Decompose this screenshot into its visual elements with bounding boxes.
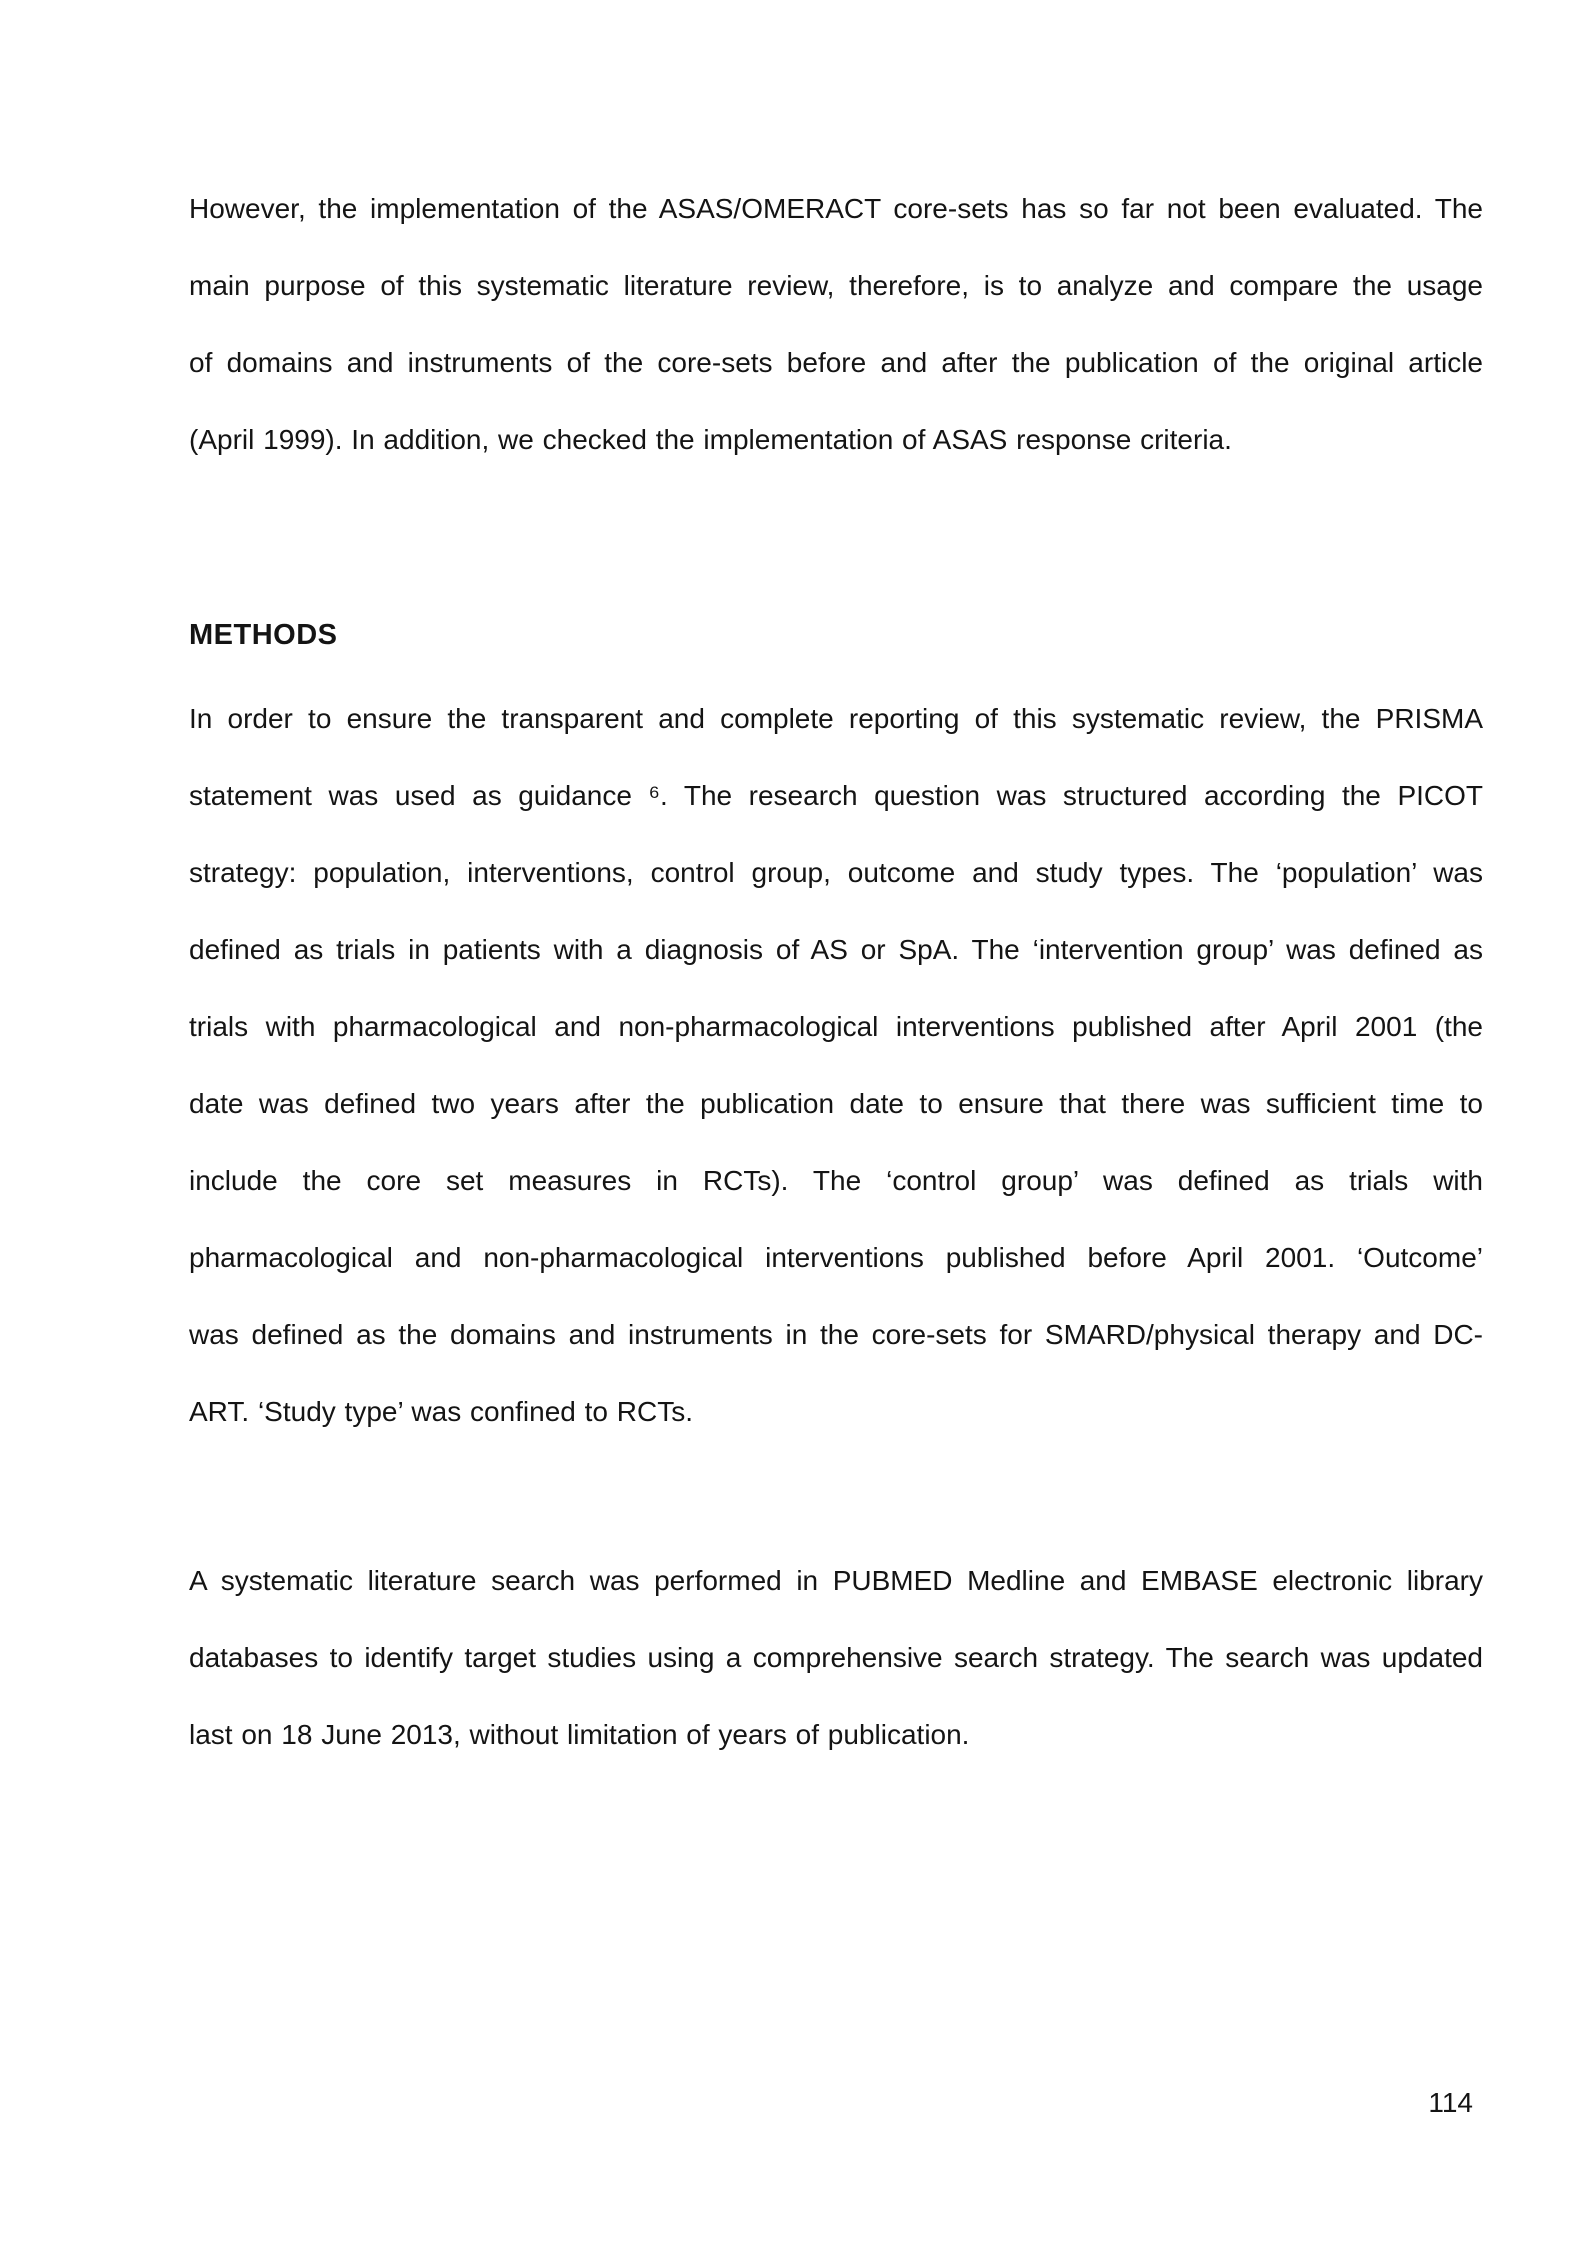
intro-paragraph (189, 170, 1483, 478)
text-line: main purpose of this systematic literature review, therefore, is to analyze and compare the usage (189, 270, 1483, 301)
text-line: ART. ‘Study type’ was confined to RCTs. (189, 1396, 693, 1427)
text-line: strategy: population, interventions, control group, outcome and study types. The ‘population’ was (189, 857, 1483, 888)
text-line: last on 18 June 2013, without limitation of years of publication. (189, 1719, 970, 1750)
text-line: was defined as the domains and instruments in the core-sets for SMARD/physical therapy and DC- (189, 1319, 1483, 1350)
text-line: statement was used as guidance ⁶. The research question was structured according the PICOT (189, 780, 1483, 811)
text-line: A systematic literature search was performed in PUBMED Medline and EMBASE electronic library (189, 1565, 1483, 1596)
text-line: include the core set measures in RCTs). The ‘control group’ was defined as trials with (189, 1165, 1483, 1196)
text-line: pharmacological and non-pharmacological interventions published before April 2001. ‘Outcome’ (189, 1242, 1483, 1273)
text-line: databases to identify target studies using a comprehensive search strategy. The search was updated (189, 1642, 1483, 1673)
text-line: However, the implementation of the ASAS/OMERACT core-sets has so far not been evaluated. The (189, 193, 1483, 224)
text-line: defined as trials in patients with a diagnosis of AS or SpA. The ‘intervention group’ was defined as (189, 934, 1483, 965)
methods-paragraph (189, 680, 1483, 1450)
page-number: 114 (1428, 2087, 1473, 2118)
text-line: date was defined two years after the publication date to ensure that there was sufficient time to (189, 1088, 1483, 1119)
text-line: In order to ensure the transparent and complete reporting of this systematic review, the PRISMA (189, 703, 1483, 734)
text-line: of domains and instruments of the core-sets before and after the publication of the original article (189, 347, 1483, 378)
methods-heading: METHODS (189, 619, 338, 651)
text-line: trials with pharmacological and non-pharmacological interventions published after April 2001 (the (189, 1011, 1483, 1042)
text-line: (April 1999). In addition, we checked the implementation of ASAS response criteria. (189, 424, 1232, 455)
search-paragraph (189, 1542, 1483, 1773)
